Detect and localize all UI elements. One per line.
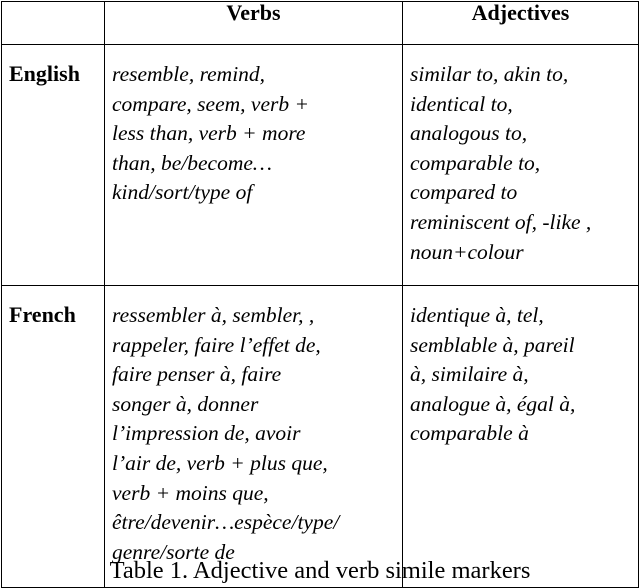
english-verbs-cell bbox=[105, 45, 403, 286]
list-line: comparable à bbox=[410, 421, 529, 446]
list-line: ressembler à, sembler, , bbox=[112, 303, 315, 327]
table-row-french bbox=[2, 286, 639, 588]
list-line: identical to, bbox=[410, 91, 513, 116]
list-line: resemble, remind, bbox=[112, 62, 266, 86]
list-line: à, similaire à, bbox=[410, 362, 529, 387]
list-line: semblable à, pareil bbox=[410, 332, 575, 357]
list-line: rappeler, faire l’effet de, bbox=[112, 332, 321, 357]
list-line: analogue à, égal à, bbox=[410, 391, 576, 416]
list-line: identique à, tel, bbox=[410, 303, 544, 327]
french-verbs-cell bbox=[105, 286, 403, 588]
list-line: genre/sorte de bbox=[112, 539, 235, 564]
french-adjectives-cell bbox=[403, 286, 639, 588]
list-line: similar to, akin to, bbox=[410, 62, 569, 86]
column-header-adjectives: Adjectives bbox=[403, 2, 639, 45]
list-line: reminiscent of, -like , bbox=[410, 209, 592, 234]
list-line: songer à, donner bbox=[112, 391, 259, 416]
list-line: comparable to, bbox=[410, 150, 541, 175]
list-line: l’impression de, avoir bbox=[112, 421, 301, 446]
list-line: compared to bbox=[410, 180, 518, 205]
list-line: l’air de, verb + plus que, bbox=[112, 450, 328, 475]
list-line: compare, seem, verb + bbox=[112, 91, 309, 116]
simile-markers-table bbox=[1, 1, 639, 588]
list-line: être/devenir…espèce/type/ bbox=[112, 510, 340, 535]
row-header-english: English bbox=[2, 45, 105, 286]
list-line: analogous to, bbox=[410, 121, 528, 146]
list-line: faire penser à, faire bbox=[112, 362, 282, 387]
column-header-verbs: Verbs bbox=[105, 2, 403, 45]
table-row-english bbox=[2, 45, 639, 286]
corner-cell bbox=[2, 2, 105, 45]
row-header-french: French bbox=[2, 286, 105, 588]
list-line: kind/sort/type of bbox=[112, 180, 253, 205]
list-line: noun+colour bbox=[410, 239, 524, 264]
header-row bbox=[2, 2, 639, 45]
list-line: verb + moins que, bbox=[112, 480, 269, 505]
list-line: than, be/become… bbox=[112, 150, 273, 175]
table-caption: Table 1. Adjective and verb simile markers bbox=[109, 557, 531, 584]
list-line: less than, verb + more bbox=[112, 121, 306, 146]
english-adjectives-cell bbox=[403, 45, 639, 286]
